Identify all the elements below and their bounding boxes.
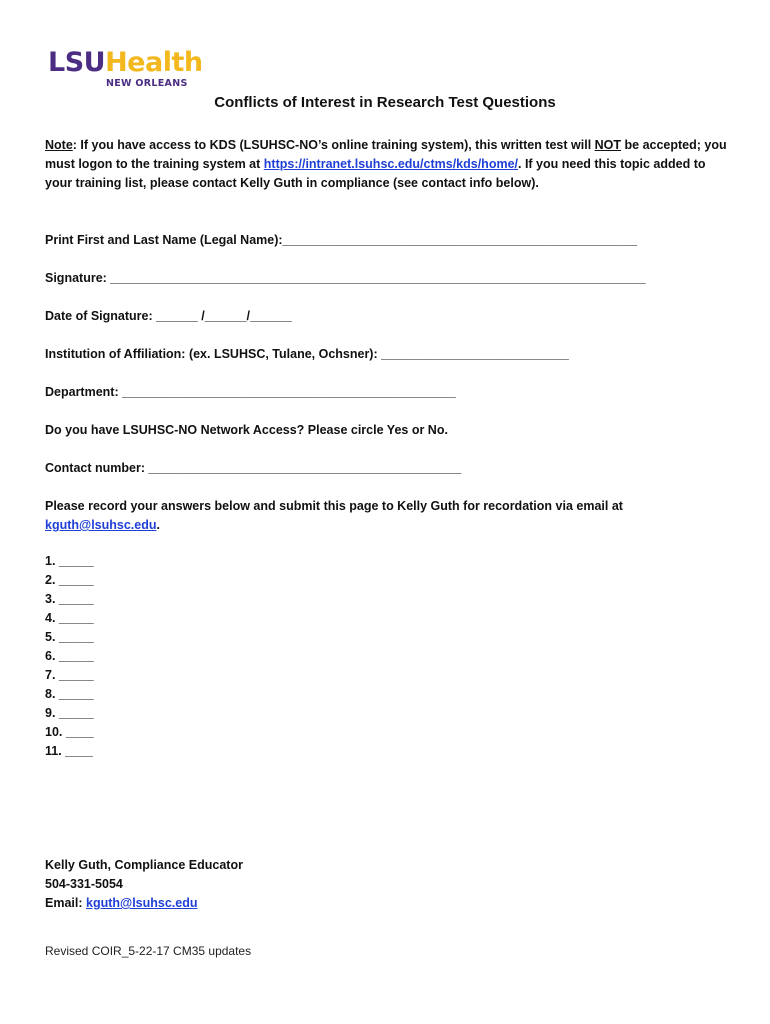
note-text-3: . If you need this topic added to your training list, please contact Kelly Guth in compliance (see contact info below).	[45, 157, 706, 190]
kds-training-link[interactable]: https://intranet.lsuhsc.edu/ctms/kds/home/	[263, 157, 518, 171]
instructions-email-link[interactable]: kguth@lsuhsc.edu	[45, 518, 157, 532]
answer-line[interactable]: 9. _____	[45, 706, 94, 720]
revision-footer: Revised COIR_5-22-17 CM35 updates	[45, 944, 252, 958]
contact-block	[45, 856, 243, 913]
institution-field[interactable]: Institution of Affiliation: (ex. LSUHSC, Tulane, Ochsner): ___________________________	[45, 347, 569, 361]
answer-line[interactable]: 6. _____	[45, 649, 94, 663]
note-emphasis: NOT	[594, 138, 622, 152]
logo-subtitle: NEW ORLEANS	[106, 78, 188, 89]
lsu-health-logo	[48, 48, 208, 92]
answer-line[interactable]: 4. _____	[45, 611, 94, 625]
instructions-text: Please record your answers below and submit this page to Kelly Guth for recordation via email at	[45, 499, 623, 513]
logo-lsu-text: LSU	[48, 47, 106, 78]
note-text-1: : If you have access to KDS (LSUHSC-NO’s online training system), this written test will	[72, 138, 595, 152]
answer-list	[45, 552, 94, 761]
note-text-2: be accepted; you must logon to the training system at	[45, 138, 727, 171]
contact-email-label: Email:	[45, 896, 86, 910]
answer-line[interactable]: 5. _____	[45, 630, 94, 644]
answer-line[interactable]: 3. _____	[45, 592, 94, 606]
answer-line[interactable]: 7. _____	[45, 668, 94, 682]
page-title: Conflicts of Interest in Research Test Questions	[214, 94, 556, 111]
network-access-question: Do you have LSUHSC-NO Network Access? Please circle Yes or No.	[45, 423, 448, 437]
contact-email-line	[45, 894, 243, 913]
contact-phone: 504-331-5054	[45, 877, 123, 891]
contact-number-field[interactable]: Contact number: _____________________________________________	[45, 461, 462, 475]
instructions-end: .	[156, 518, 160, 532]
answer-line[interactable]: 1. _____	[45, 554, 94, 568]
logo-health-text: Health	[105, 47, 203, 78]
name-field[interactable]: Print First and Last Name (Legal Name):___________________________________________________	[45, 233, 638, 247]
answer-line[interactable]: 8. _____	[45, 687, 94, 701]
answer-line[interactable]: 10. ____	[45, 725, 94, 739]
contact-email-link[interactable]: kguth@lsuhsc.edu	[86, 896, 198, 910]
contact-name: Kelly Guth, Compliance Educator	[45, 858, 243, 872]
answer-line[interactable]: 2. _____	[45, 573, 94, 587]
department-field[interactable]: Department: ________________________________________________	[45, 385, 456, 399]
answer-line[interactable]: 11. ____	[45, 744, 93, 758]
note-label: Note	[45, 138, 73, 152]
note-paragraph	[45, 136, 735, 193]
date-of-signature-field[interactable]: Date of Signature: ______ /______/______	[45, 309, 292, 323]
signature-field[interactable]: Signature: _____________________________________________________________________________	[45, 271, 646, 285]
logo-wordmark	[48, 48, 203, 78]
instructions-paragraph	[45, 497, 735, 535]
